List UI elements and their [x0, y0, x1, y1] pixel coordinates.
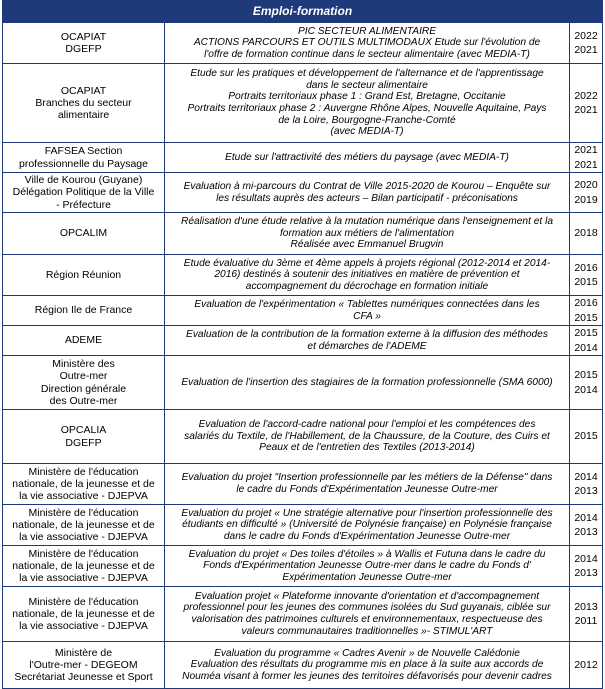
description-line: professionnel pour les jeunes des communes isolées du Sud guyanais, ciblée sur [183, 602, 551, 614]
year-label: 2011 [574, 615, 598, 627]
table-header-title: Emploi-formation [2, 0, 603, 22]
description-cell [165, 464, 570, 505]
table-row [3, 326, 603, 356]
org-line: - Préfecture [56, 198, 111, 211]
description-line: Evaluation de l'accord-cadre national pour l'emploi et les compétences des [198, 419, 536, 431]
table-row [3, 296, 603, 326]
org-cell [3, 143, 165, 173]
description-line: valeurs communautaires traditionnelles »- STIMUL'ART [241, 625, 493, 637]
description-cell [165, 356, 570, 410]
years-cell [570, 173, 603, 213]
org-line: l'Outre-mer - DEGEOM [29, 658, 138, 671]
org-cell [3, 23, 165, 64]
emploi-formation-table-wrapper [2, 0, 603, 689]
table-row [3, 213, 603, 255]
year-label: 2015 [574, 430, 598, 443]
org-line: OCAPIAT [60, 30, 107, 43]
year-label: 2018 [574, 227, 598, 240]
table-row [3, 356, 603, 410]
description-line: Etude sur l'attractivité des métiers du paysage (avec MEDIA-T) [225, 151, 509, 163]
year-label: 2022 [574, 89, 598, 102]
description-line: Evaluation des résultats du programme mis en place à la suite aux accords de [190, 659, 544, 671]
org-cell [3, 64, 165, 143]
org-line: Ministère des [52, 357, 115, 370]
description-cell [165, 296, 570, 326]
description-line: Portraits territoriaux phase 2 : Auvergne Rhône Alpes, Nouvelle Aquitaine, Pays [187, 103, 547, 114]
description-line: Evaluation projet « Plateforme innovante d'orientation et d'accompagnement [194, 590, 540, 602]
years-cell [570, 213, 603, 255]
description-line: Evaluation de la contribution de la formation externe à la diffusion des méthodes [186, 328, 548, 340]
description-line: Evaluation du projet « Des toiles d'étoiles » à Wallis et Futuna dans le cadre du [188, 548, 546, 560]
table-row [3, 505, 603, 546]
description-cell [165, 64, 570, 143]
year-label: 2019 [574, 193, 598, 206]
description-cell [165, 23, 570, 64]
org-line: Délégation Politique de la Ville [12, 186, 155, 199]
description-line: ACTIONS PARCOURS ET OUTILS MULTIMODAUX Etude sur l'évolution de [193, 37, 541, 49]
year-label: 2013 [574, 526, 598, 538]
years-cell [570, 546, 603, 587]
description-line: l'offre de formation continue dans le secteur alimentaire (avec MEDIA-T) [204, 48, 530, 60]
description-cell [165, 587, 570, 642]
org-line: Région Réunion [45, 268, 122, 281]
org-line: Outre-mer [59, 370, 108, 383]
org-cell [3, 356, 165, 410]
description-line: (avec MEDIA-T) [330, 126, 404, 138]
description-line: Portraits territoriaux phase 1 : Grand Est, Bretagne, Occitanie [228, 91, 506, 103]
org-line: la vie associative - DJEPVA [19, 620, 148, 633]
description-cell [165, 642, 570, 689]
table-row [3, 546, 603, 587]
org-line: ADEME [64, 334, 103, 347]
description-line: Evaluation du programme « Cadres Avenir » de Nouvelle Calédonie [214, 647, 520, 659]
description-line: dans le cadre du Fonds d'Expérimentation Jeunesse Outre-mer [223, 530, 511, 542]
years-cell [570, 642, 603, 689]
org-line: DGEFP [65, 436, 102, 449]
org-line: Ville de Kourou (Guyane) [24, 174, 143, 187]
table-row [3, 464, 603, 505]
org-cell [3, 296, 165, 326]
description-line: Nouméa visant à former les jeunes des territoires défavorisés pour devenir cadres [182, 670, 552, 682]
org-line: nationale, de la jeunesse et de [12, 518, 155, 531]
year-label: 2016 [574, 297, 598, 309]
references-table [2, 22, 603, 689]
org-line: Ministère de l'éducation [28, 506, 139, 519]
year-label: 2014 [574, 552, 598, 565]
org-cell [3, 642, 165, 689]
org-line: Direction générale [40, 382, 127, 395]
year-label: 2015 [574, 369, 598, 381]
org-line: des Outre-mer [49, 394, 118, 407]
year-label: 2014 [574, 511, 598, 524]
years-cell [570, 326, 603, 356]
year-label: 2021 [574, 104, 598, 116]
org-line: nationale, de la jeunesse et de [12, 559, 155, 572]
description-line: Expérimentation Jeunesse Outre-mer [282, 571, 452, 583]
org-line: Branches du secteur [35, 96, 132, 109]
description-cell [165, 143, 570, 173]
org-cell [3, 546, 165, 587]
years-cell [570, 505, 603, 546]
year-label: 2012 [574, 658, 598, 671]
year-label: 2016 [574, 261, 598, 274]
years-cell [570, 587, 603, 642]
org-line: la vie associative - DJEPVA [19, 572, 148, 585]
description-line: Etude sur les pratiques et développement de l'alternance et de l'apprentissage [190, 68, 544, 80]
org-line: Ministère de l'éducation [28, 595, 139, 608]
description-line: le cadre du Fonds d'Expérimentation Jeunesse Outre-mer [236, 484, 498, 495]
description-line: dans le secteur alimentaire [306, 79, 428, 91]
description-cell [165, 546, 570, 587]
org-cell [3, 213, 165, 255]
year-label: 2015 [574, 276, 598, 288]
table-row [3, 173, 603, 213]
org-line: Ministère de l'éducation [28, 465, 139, 478]
description-line: PIC SECTEUR ALIMENTAIRE [297, 25, 437, 37]
table-row [3, 255, 603, 296]
org-line: professionnelle du Paysage [18, 157, 148, 170]
org-line: Région Ile de France [34, 304, 133, 317]
description-line: Evaluation de l'expérimentation « Tablettes numériques connectées dans les [194, 298, 540, 310]
org-cell [3, 587, 165, 642]
org-line: DGEFP [65, 43, 102, 55]
table-row [3, 410, 603, 464]
description-line: étudiants en difficulté » (Université de Polynésie française) en Polynésie française [182, 519, 552, 531]
year-label: 2015 [574, 311, 598, 324]
org-cell [3, 326, 165, 356]
table-row [3, 143, 603, 173]
org-cell [3, 410, 165, 464]
years-cell [570, 64, 603, 143]
year-label: 2015 [574, 327, 598, 339]
years-cell [570, 23, 603, 64]
years-cell [570, 356, 603, 410]
org-line: OCAPIAT [60, 84, 107, 97]
years-cell [570, 143, 603, 173]
years-cell [570, 296, 603, 326]
description-line: accompagnement du décrochage en formation initiale [245, 280, 489, 292]
years-cell [570, 464, 603, 505]
description-line: Evaluation du projet "Insertion professionnelle par les métiers de la Défense" dans [181, 472, 553, 484]
year-label: 2014 [574, 341, 598, 354]
description-line: Etude évaluative du 3ème et 4ème appels à projets régional (2012-2014 et 2014- [183, 257, 551, 269]
org-line: OPCALIM [59, 227, 108, 240]
description-line: 2016) destinés à soutenir des initiatives en matière de prévention et [214, 269, 520, 281]
org-line: Ministère de l'éducation [28, 547, 139, 560]
description-line: Réalisée avec Emmanuel Brugvin [290, 239, 444, 251]
org-line: la vie associative - DJEPVA [19, 531, 148, 544]
year-label: 2014 [574, 383, 598, 396]
org-line: nationale, de la jeunesse et de [12, 477, 155, 490]
org-line: OPCALIA [60, 424, 107, 437]
org-cell [3, 505, 165, 546]
description-line: les résultats auprès des acteurs – Bilan participatif - préconisations [216, 192, 518, 204]
description-line: valorisation des patrimoines culturels et environnementaux, respectueuse des [191, 614, 543, 625]
description-line: Fonds d'Expérimentation Jeunesse Outre-mer dans le cadre du Fonds d' [203, 560, 531, 572]
org-line: alimentaire [57, 109, 110, 122]
year-label: 2013 [574, 485, 598, 497]
org-line: FAFSEA Section [44, 145, 123, 158]
description-line: Réalisation d'une étude relative à la mutation numérique dans l'enseignement et la [180, 216, 553, 228]
year-label: 2020 [574, 179, 598, 191]
description-line: Evaluation du projet « Une stratégie alternative pour l'insertion professionnelle des [181, 507, 553, 519]
org-line: nationale, de la jeunesse et de [12, 607, 155, 620]
org-line: la vie associative - DJEPVA [19, 490, 148, 503]
description-cell [165, 173, 570, 213]
table-row [3, 23, 603, 64]
description-line: formation aux métiers de l'alimentation [279, 227, 455, 239]
description-line: et démarches de l'ADEME [307, 340, 427, 352]
year-label: 2021 [574, 144, 598, 156]
year-label: 2014 [574, 470, 598, 483]
org-cell [3, 464, 165, 505]
org-line: Ministère de [54, 646, 113, 659]
table-row [3, 64, 603, 143]
years-cell [570, 410, 603, 464]
description-line: Peaux et de l'entretien des Textiles (2013-2014) [259, 442, 475, 454]
year-label: 2021 [574, 44, 598, 56]
description-line: salariés du Textile, de l'Habillement, de la Chaussure, de la Couture, des Cuirs et [184, 430, 550, 442]
description-line: Evaluation de l'insertion des stagiaires de la formation professionnelle (SMA 6000) [181, 376, 553, 388]
description-cell [165, 255, 570, 296]
table-body [3, 23, 603, 689]
description-line: de la Loire, Bourgogne-Franche-Comté [278, 114, 456, 126]
org-line: Secrétariat Jeunesse et Sport [14, 671, 153, 684]
description-line: Evaluation à mi-parcours du Contrat de Ville 2015-2020 de Kourou – Enquête sur [183, 180, 551, 192]
description-cell [165, 213, 570, 255]
table-row [3, 642, 603, 689]
description-line: CFA » [353, 310, 381, 322]
org-cell [3, 173, 165, 213]
description-cell [165, 410, 570, 464]
year-label: 2013 [574, 567, 598, 579]
year-label: 2013 [574, 600, 598, 613]
description-cell [165, 326, 570, 356]
year-label: 2021 [574, 158, 598, 171]
table-row [3, 587, 603, 642]
description-cell [165, 505, 570, 546]
org-cell [3, 255, 165, 296]
years-cell [570, 255, 603, 296]
year-label: 2022 [574, 29, 598, 42]
